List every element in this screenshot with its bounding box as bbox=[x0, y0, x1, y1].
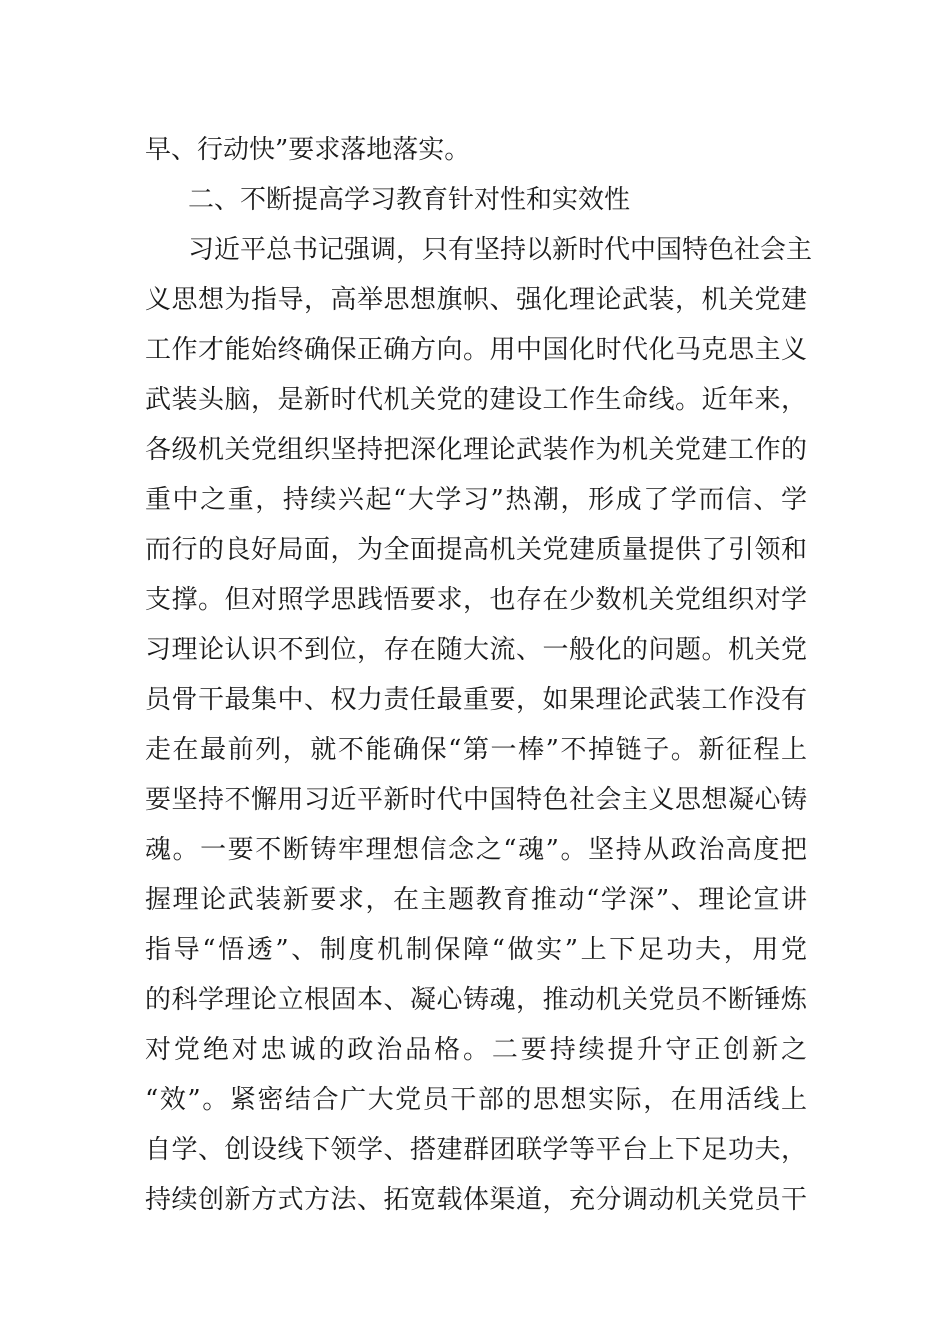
paragraph-line: 义思想为指导，高举思想旗帜、强化理论武装，机关党建 bbox=[145, 285, 807, 315]
paragraph-line: 武装头脑，是新时代机关党的建设工作生命线。近年来， bbox=[145, 385, 807, 415]
paragraph-line: “效”。紧密结合广大党员干部的思想实际，在用活线上 bbox=[145, 1085, 807, 1115]
paragraph-line: 各级机关党组织坚持把深化理论武装作为机关党建工作的 bbox=[145, 435, 807, 465]
paragraph-line: 魂。一要不断铸牢理想信念之“魂”。坚持从政治高度把 bbox=[145, 835, 807, 865]
paragraph-line: 走在最前列，就不能确保“第一棒”不掉链子。新征程上 bbox=[145, 735, 807, 765]
paragraph-line: 持续创新方式方法、拓宽载体渠道，充分调动机关党员干 bbox=[145, 1185, 807, 1215]
section-heading: 二、不断提高学习教育针对性和实效性 bbox=[188, 185, 631, 215]
paragraph-line: 指导“悟透”、制度机制保障“做实”上下足功夫，用党 bbox=[145, 935, 807, 965]
paragraph-line: 的科学理论立根固本、凝心铸魂，推动机关党员不断锤炼 bbox=[145, 985, 807, 1015]
paragraph-line: 自学、创设线下领学、搭建群团联学等平台上下足功夫， bbox=[145, 1135, 807, 1165]
paragraph-line: 习理论认识不到位，存在随大流、一般化的问题。机关党 bbox=[145, 635, 807, 665]
paragraph-line: 习近平总书记强调，只有坚持以新时代中国特色社会主 bbox=[188, 235, 813, 265]
paragraph-line: 支撑。但对照学思践悟要求，也存在少数机关党组织对学 bbox=[145, 585, 807, 615]
paragraph-line: 重中之重，持续兴起“大学习”热潮，形成了学而信、学 bbox=[145, 485, 807, 515]
paragraph-line: 员骨干最集中、权力责任最重要，如果理论武装工作没有 bbox=[145, 685, 807, 715]
paragraph-line: 要坚持不懈用习近平新时代中国特色社会主义思想凝心铸 bbox=[145, 785, 807, 815]
paragraph-line: 对党绝对忠诚的政治品格。二要持续提升守正创新之 bbox=[145, 1035, 807, 1065]
paragraph-line: 工作才能始终确保正确方向。用中国化时代化马克思主义 bbox=[145, 335, 807, 365]
paragraph-line: 而行的良好局面，为全面提高机关党建质量提供了引领和 bbox=[145, 535, 807, 565]
paragraph-line: 早、行动快”要求落地落实。 bbox=[145, 135, 471, 165]
paragraph-line: 握理论武装新要求，在主题教育推动“学深”、理论宣讲 bbox=[145, 885, 807, 915]
